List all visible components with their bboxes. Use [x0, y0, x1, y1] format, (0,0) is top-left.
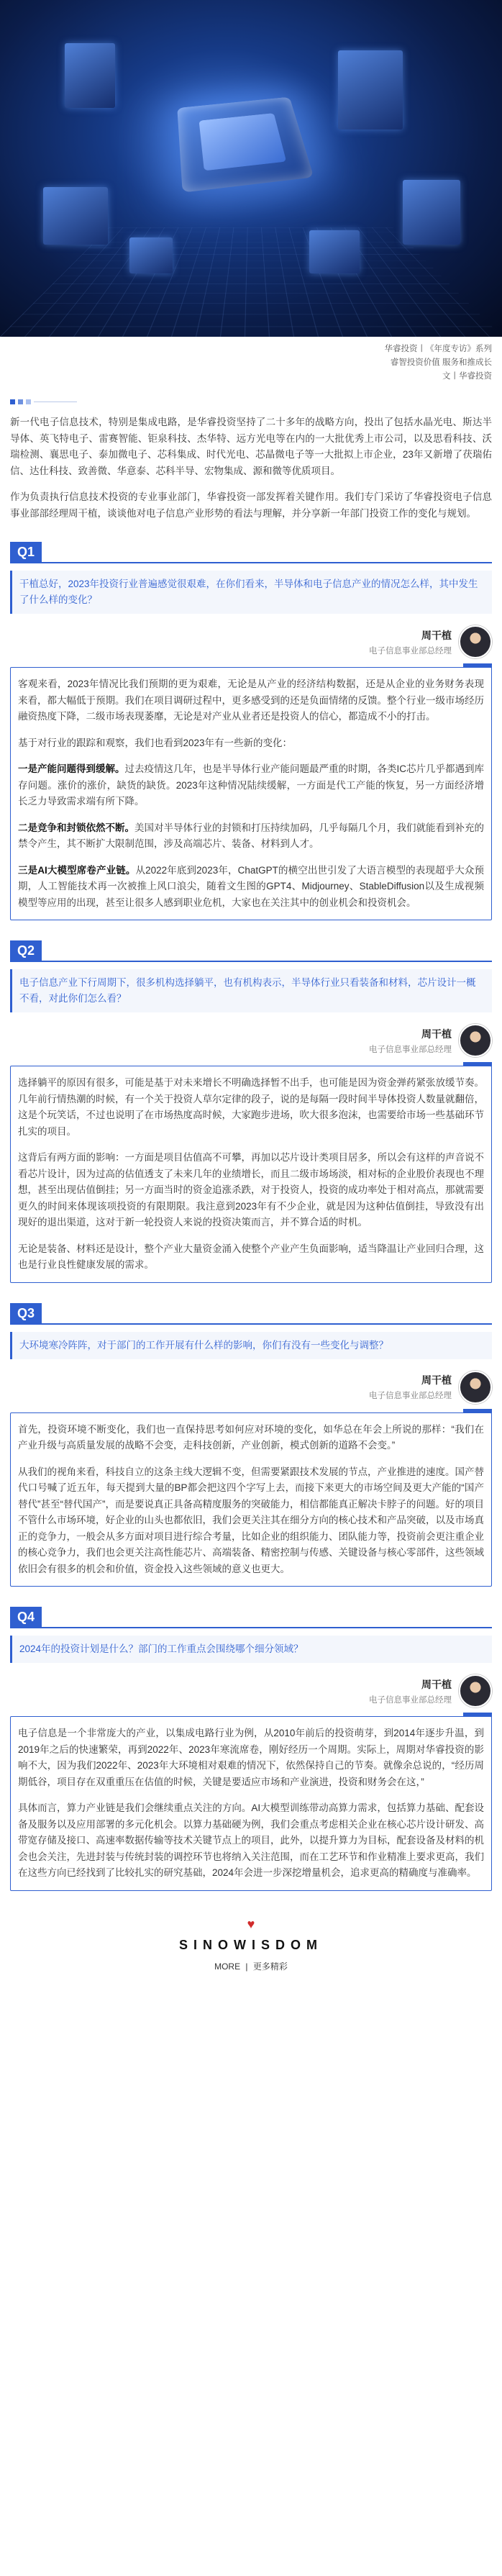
more-label: MORE — [214, 1961, 241, 1972]
question-text: 大环境寒冷阵阵，对于部门的工作开展有什么样的影响，你们有没有一些变化与调整？ — [10, 1332, 492, 1359]
caption-line: 文丨华睿投资 — [442, 372, 492, 381]
question-block — [10, 542, 492, 614]
answer-box — [10, 1716, 492, 1891]
caption-line: 华睿投资丨《年度专访》系列 — [384, 345, 492, 353]
person-name: 周干植 — [421, 1678, 452, 1690]
more-separator: | — [245, 1961, 248, 1972]
section-divider — [10, 399, 502, 404]
person-name: 周干植 — [421, 1028, 452, 1040]
brand-name: SINOWISDOM — [179, 1937, 323, 1952]
answer-point-text: 过去疫情这几年，也是半导体行业产能问题最严重的时期，各类IC芯片几乎都遇到库存问题。涨价的涨价，缺货的缺货。2023年这种情况陆续缓解，一方面是代工产能的恢复，另一方面经济增长乏力导致需求端有所下降。 — [18, 763, 484, 807]
question-tag: Q3 — [10, 1303, 42, 1324]
answer-paragraph — [18, 863, 484, 912]
block-decoration — [338, 50, 403, 130]
answer-point-text: 美国对半导体行业的封锁和打压持续加码，几乎每隔几个月，我们就能看到补充的禁令产生，其不断扩大限制范围，涉及高端芯片、装备、材料到人才。 — [18, 822, 484, 849]
answer-box — [10, 1066, 492, 1283]
avatar — [459, 1674, 492, 1707]
person-role: 电子信息事业部总经理 — [369, 1392, 452, 1400]
answer-paragraph: 具体而言，算力产业链是我们会继续重点关注的方向。AI大模型训练带动高算力需求，包括算力基础、配套设备及服务以及应用部署的多元化机会。以算力基础硬为例，我们会重点考虑相关企业在核心芯片设计研发、高带宽存储及接口、高速率数据传输等技术关键节点上的项目，此外，以提升算力为目标，配套设备及材料的机会也会关注，先进封装与传统封装的调控环节也将纳入关注范围，而在工艺环节和作业精准上要求更高，我们在这些方向已经找到了比较扎实的研究基础，2024年会进一步深挖增量机会，追求更高的精确度与准确率。 — [18, 1802, 484, 1878]
more-link[interactable] — [0, 1960, 502, 1972]
hero-caption — [0, 337, 502, 384]
interviewee — [0, 1674, 492, 1707]
block-decoration — [65, 43, 115, 108]
avatar — [459, 1024, 492, 1057]
person-role: 电子信息事业部总经理 — [369, 646, 452, 656]
answer-paragraph: 无论是装备、材料还是设计，整个产业大量资金涌入使整个产业产生负面影响，适当降温让产业回归合理，这也是行业良性健康发展的需求。 — [18, 1243, 484, 1270]
intro-paragraph: 新一代电子信息技术，特别是集成电路，是华睿投资坚持了二十多年的战略方向，投出了包括水晶光电、斯达半导体、英飞特电子、雷赛智能、钜泉科技、杰华特、远方光电等在内的一大批优秀上市公司，以及思看科技、沃瑞检测、襄思电子、泰加微电子、芯科集成、时代光电、芯晶微电子等一大批拟上市企业，23年又新增了茯瑞佑信、达仕科技、致善微、华意泰、芯科半导、宏物集成、源和微等优质项目。 — [10, 417, 492, 476]
chip-illustration — [177, 97, 314, 193]
avatar — [459, 625, 492, 658]
intro-paragraph: 作为负责执行信息技术投资的专业事业部门，华睿投资一部发挥着关键作用。我们专门采访了华睿投资电子信息事业部部经理周干植，谈谈他对电子信息产业形势的看法与理解，并分享新一年部门投资工作的变化与规划。 — [10, 491, 492, 519]
person-role: 电子信息事业部总经理 — [369, 1695, 452, 1705]
footer — [0, 1917, 502, 1972]
question-tag: Q2 — [10, 940, 42, 961]
caption-line: 睿智投资价值 服务和推成长 — [390, 358, 492, 367]
answer-point-title: 二是竞争和封锁依然不断。 — [18, 822, 134, 833]
interviewee — [0, 625, 492, 658]
question-block — [10, 1303, 492, 1359]
person-name: 周干植 — [421, 629, 452, 641]
answer-paragraph: 从我们的视角来看，科技自立的这条主线大逻辑不变，但需要紧跟技术发展的节点，产业推进的速度。国产替代口号喊了近五年，每天提到大量的BP都会把这四个字写上去，而接下来更大的市场空间及更大产能的“国产替代”甚至“替代国产”，而是要说真正具备高精度服务的突破能力，相信都能真正解决卡脖子的问题。好的项目不管什么市场环境，好企业的山头也都依旧，我们会更关注其在细分方向的核心技术和产品突破，以及市场真正的竞争力，一般会从多方面对项目进行综合考量，比如企业的组织能力、团队能力等，投资前会更注重企业的核心竞争力，我们也会更关注高性能芯片、高端装备、精密控制与传感、关键设备与核心零部件，这些领域依旧会有很多的机会和价值，资金投入这些领域的意义也更大。 — [18, 1466, 484, 1574]
question-tag: Q4 — [10, 1607, 42, 1628]
question-text: 电子信息产业下行周期下，很多机构选择躺平，也有机构表示，半导体行业只看装备和材料，芯片设计一概不看，对此你们怎么看？ — [10, 969, 492, 1012]
block-decoration — [309, 230, 360, 273]
answer-paragraph — [18, 761, 484, 810]
answer-paragraph: 客观来看，2023年情况比我们预期的更为艰难，无论是从产业的经济结构数据，还是从企业的业务财务表现来看，都大幅低于预期。我们在项目调研过程中，更多感受到的还是负面情绪的反馈。整个行业一级市场经历融资热度下降，二级市场表现萎靡，无论是对产业从业者还是投资人的信心，都造成不小的打击。 — [18, 679, 484, 722]
answer-point-title: 一是产能问题得到缓解。 — [18, 763, 125, 774]
question-text: 2024年的投资计划是什么？部门的工作重点会围绕哪个细分领域？ — [10, 1636, 492, 1663]
question-block — [10, 940, 492, 1012]
question-text: 干植总好，2023年投资行业普遍感觉很艰难，在你们看来，半导体和电子信息产业的情况怎么样，其中发生了什么样的变化？ — [10, 571, 492, 614]
question-tag: Q1 — [10, 542, 42, 563]
block-decoration — [129, 237, 173, 273]
answer-point-text: 从2022年底到2023年，ChatGPT的横空出世引发了大语言模型的表现超乎大众预期，人工智能技术再一次被推上风口浪尖，随着文生图的GPT4、Midjourney、StableDiffusion以及生成视频模型等应用的出现，甚至让很多人感到职业危机，大家也在关注其中的创业机会和投资机会。 — [18, 864, 484, 908]
person-name: 周干植 — [421, 1374, 452, 1386]
answer-paragraph — [18, 820, 484, 853]
heart-icon: ♥ — [247, 1916, 255, 1931]
avatar — [459, 1371, 492, 1404]
answer-box — [10, 667, 492, 920]
person-role: 电子信息事业部总经理 — [369, 1045, 452, 1054]
answer-point-title: 三是AI大模型席卷产业链。 — [18, 864, 136, 876]
interviewee — [0, 1024, 492, 1057]
answer-box — [10, 1412, 492, 1587]
interviewee — [0, 1371, 492, 1404]
answer-paragraph: 选择躺平的原因有很多，可能是基于对未来增长不明确选择暂不出手，也可能是因为资金弹药紧张放缓节奏。几年前行情热潮的时候，有一个关于投资人草尔定律的段子，说的是每隔一段时间半导体投资人数量就翻倍，这是个玩笑话，不过也说明了在市场热度高时候，大家跑步进场，吹大很多泡沫，也需要给市场一些基础环节扎实的项目。 — [18, 1077, 484, 1137]
block-decoration — [403, 180, 460, 245]
question-block — [10, 1607, 492, 1663]
answer-paragraph: 电子信息是一个非常庞大的产业，以集成电路行业为例，从2010年前后的投资萌芽，到2014年逐步升温，到2019年之后的快速繁荣，再到2022年、2023年寒流席卷，刚好经历一个周期。实际上，周期对华睿投资的影响不大，因为我们2022年、2023年大环境相对艰难的情况下，依然保持自己的节奏。就像余总说的，“经历周期低谷，项目存在双重重压在估值的时候，关键是要适应市场和产业演进，投资和财务会在这，” — [18, 1728, 484, 1787]
answer-paragraph: 这背后有两方面的影响：一方面是项目估值高不可攀，再加以芯片设计类项目居多，所以会有这样的声音说不看芯片设计，因为过高的估值透支了未来几年的业绩增长，而且二级市场场淡，相对标的企业股价表现也不理想，甚至出现估值倒挂；另一方面当时的资金追涨杀跌，对于投资人，投资的成功率处于相对高点，那就需要更久的时间来体现该项投资的有限期限。我注意到2023年有不少企业，就是因为这种估值倒挂，导致没有出现好的退出渠道，这对于新一轮投资人来说的投资决策而言，并不算合适的时机。 — [18, 1152, 484, 1228]
hero-image — [0, 0, 502, 337]
block-decoration — [43, 187, 108, 245]
answer-paragraph: 基于对行业的跟踪和观察，我们也看到2023年有一些新的变化： — [18, 737, 293, 748]
answer-paragraph: 首先，投资环境不断变化，我们也一直保持思考如何应对环境的变化，如华总在年会上所说的那样：“我们在产业升级与高质量发展的战略不会变，走科技创新，产业创新，模式创新的道路不会变。” — [18, 1423, 484, 1451]
more-label-cn: 更多精彩 — [252, 1961, 288, 1972]
